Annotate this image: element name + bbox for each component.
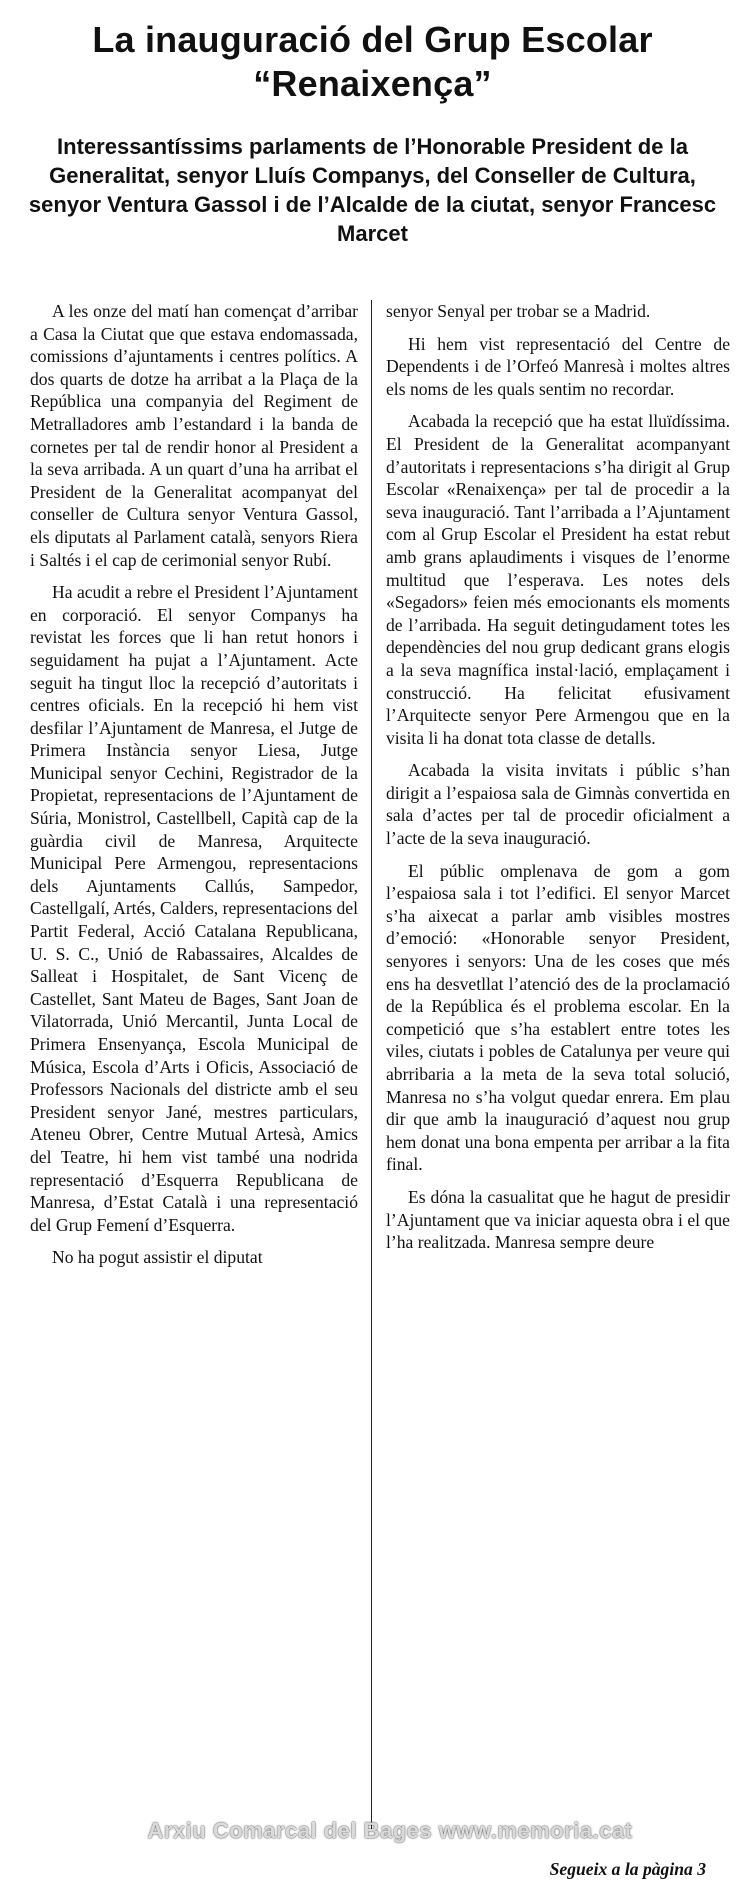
article-subheadline: Interessantíssims parlaments de l’Honorable President de la Generalitat, senyor Lluís Companys, del Conseller de Cultura, senyor Ventura Gassol i de l’Alcalde de la ciutat, senyor Francesc Marcet [28, 134, 717, 246]
left-column [30, 300, 358, 1279]
paragraph: Ha acudit a rebre el President l’Ajuntament en corporació. El senyor Companys ha revistat les forces que li han retut honors i seguidament ha pujat a l’Ajuntament. Acte seguit ha tingut lloc la recepció d’autoritats i centres oficials. En la recepció hi hem vist desfilar l’Ajuntament de Manresa, el Jutge de Primera Instància senyor Liesa, Jutge Municipal senyor Cechini, Registrador de la Propietat, representacions de l’Ajuntament de Súria, Monistrol, Castellbell, Capità cap de la guàrdia civil de Manresa, Arquitecte Municipal Pere Armengou, representacions dels Ajuntaments Callús, Sampedor, Castellgalí, Artés, Calders, representacions del Partit Federal, Acció Catalana Republicana, U. S. C., Unió de Rabassaires, Alcaldes de Salleat i Hospitalet, de Sant Vicenç de Castellet, Sant Mateu de Bages, Sant Joan de Vilatorrada, Unió Mercantil, Junta Local de Primera Ensenyança, Escola Municipal de Música, Escola d’Arts i Oficis, Associació de Professors Nacionals del districte amb el seu President senyor Jané, mestres particulars, Ateneu Obrer, Centre Mutual Artesà, Amics del Teatre, hi hem vist també una nodrida representació d’Esquerra Republicana de Manresa, d’Estat Català i una representació del Grup Femení d’Esquerra. [30, 582, 358, 1235]
paragraph: El públic omplenava de gom a gom l’espaiosa sala i tot l’edifici. El senyor Marcet s’ha aixecat a parlar amb visibles mostres d’emoció: «Honorable senyor President, senyores i senyors: Una de les coses que més ens ha desvetllat l’atenció des de la proclamació de la República és el problema escolar. En la competició que s’ha establert entre totes les viles, ciutats i pobles de Catalunya per veure qui abrribaria a la meta de la seva total solució, Manresa no s’ha volgut quedar enrera. Em plau dir que amb la inauguració d’aquest nou grup hem donat una bona empenta per arribar a la fita final. [386, 860, 730, 1175]
paragraph: Hi hem vist representació del Centre de Dependents i de l’Orfeó Manresà i moltes altres els noms de les quals sentim no recordar. [386, 333, 730, 399]
column-divider [371, 300, 372, 1830]
paragraph: Acabada la recepció que ha estat lluïdíssima. El President de la Generalitat acompanyant d’autoritats i representacions s’ha dirigit al Grup Escolar «Renaixença» per tal de procedir a la seva inauguració. Tant l’arribada a l’Ajuntament com al Grup Escolar el President ha estat rebut amb grans aplaudiments i visques de l’enorme multitud que l’esperava. Les notes dels «Segadors» feien més emocionants els moments de l’arribada. Ha seguit detingudament totes les dependències del nou grup dedicant grans elogis a la seva magnífica instal·lació, emplaçament i construcció. Ha felicitat efusivament l’Arquitecte senyor Pere Armengou que en la visita li ha donat tota classe de detalls. [386, 411, 730, 748]
right-column [386, 300, 730, 1264]
archive-watermark: Arxiu Comarcal del Bages www.memoria.cat [147, 1818, 633, 1843]
paragraph-continuation: senyor Senyal per trobar se a Madrid. [386, 301, 651, 321]
article-headline [12, 18, 733, 106]
paragraph: A les onze del matí han començat d’arribar a Casa la Ciutat que que estava endomassada, comissions d’ajuntaments i centres polítics. A dos quarts de dotze ha arribat a la Plaça de la República una companyia del Regiment de Metralladores amb l’estandard i la banda de cornetes per tal de rendir honor al President a la seva arribada. A un quart d’una ha arribat el President de la Generalitat acompanyat del conseller de Cultura senyor Ventura Gassol, els diputats al Parlament català, senyors Riera i Saltés i el cap de cerimonial senyor Rubí. [30, 301, 358, 570]
paragraph: Es dóna la casualitat que he hagut de presidir l’Ajuntament que va iniciar aquesta obra i el que l’ha realitzada. Manresa sempre deure [386, 1186, 730, 1253]
paragraph: Acabada la visita invitats i públic s’han dirigit a l’espaiosa sala de Gimnàs convertida en sala d’actes per tal de procedir oficialment a l’acte de la seva inauguració. [386, 760, 730, 849]
paragraph: No ha pogut assistir el diputat [52, 1247, 263, 1268]
headline-line-1: La inauguració del Grup Escolar [92, 19, 653, 60]
headline-line-2: “Renaixença” [253, 63, 492, 104]
continuation-note: Segueix a la pàgina 3 [549, 1859, 706, 1879]
